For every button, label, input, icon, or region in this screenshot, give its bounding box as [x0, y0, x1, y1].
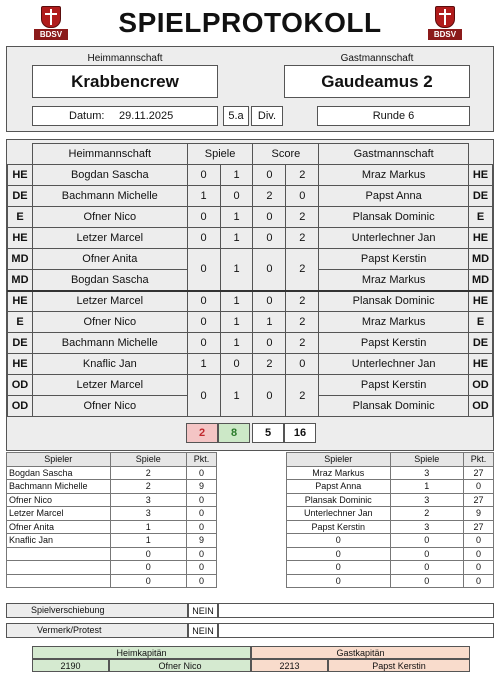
- score-home: 2: [253, 354, 286, 375]
- score-away: 2: [286, 165, 319, 186]
- stats-player: 0: [287, 547, 391, 561]
- stats-player: Knaflic Jan: [7, 534, 111, 548]
- away-captain-label: Gastkapitän: [251, 646, 470, 659]
- home-stats-games-header: Spiele: [110, 453, 187, 467]
- home-player: Bogdan Sascha: [32, 270, 187, 291]
- stats-games: 0: [110, 547, 187, 561]
- games-home: 0: [187, 291, 220, 312]
- match-type-home: HE: [8, 291, 33, 312]
- away-player: Papst Kerstin: [319, 249, 469, 270]
- matches-games-header: Spiele: [187, 144, 253, 165]
- away-captain-name: Papst Kerstin: [328, 659, 470, 672]
- stats-points: 9: [187, 480, 217, 494]
- away-team-name: Gaudeamus 2: [284, 65, 470, 98]
- total-games-home: 2: [186, 423, 218, 443]
- stats-row: [7, 574, 217, 588]
- match-type-away: HE: [468, 354, 492, 375]
- match-type-home: E: [8, 207, 33, 228]
- postponement-label: Spielverschiebung: [6, 603, 188, 618]
- date-value: 29.11.2025: [119, 110, 174, 122]
- stats-games: 3: [390, 520, 464, 534]
- away-player: Unterlechner Jan: [319, 354, 469, 375]
- matches-away-header: Gastmannschaft: [319, 144, 469, 165]
- match-type-home: MD: [8, 249, 33, 270]
- match-type-home: MD: [8, 270, 33, 291]
- stats-points: 0: [187, 466, 217, 480]
- home-player: Knaflic Jan: [32, 354, 187, 375]
- total-score-away: 16: [284, 423, 316, 443]
- away-player: Papst Anna: [319, 186, 469, 207]
- games-home: 0: [187, 333, 220, 354]
- score-home: 0: [253, 165, 286, 186]
- games-home: 0: [187, 165, 220, 186]
- score-away: 2: [286, 312, 319, 333]
- match-type-away: DE: [468, 333, 492, 354]
- away-captain-id: 2213: [251, 659, 328, 672]
- match-row: [8, 312, 493, 333]
- match-type-away: HE: [468, 291, 492, 312]
- stats-points: 0: [187, 520, 217, 534]
- stats-row: [7, 493, 217, 507]
- home-stats-table: [6, 452, 217, 588]
- match-type-away: DE: [468, 186, 492, 207]
- score-away: 2: [286, 207, 319, 228]
- stats-player: Plansak Dominic: [287, 493, 391, 507]
- away-player: Plansak Dominic: [319, 207, 469, 228]
- home-player: Letzer Marcel: [32, 291, 187, 312]
- away-player: Unterlechner Jan: [319, 228, 469, 249]
- stats-row: [7, 466, 217, 480]
- matches-score-header: Score: [253, 144, 319, 165]
- stats-games: 0: [390, 547, 464, 561]
- away-player: Plansak Dominic: [319, 291, 469, 312]
- stats-games: 3: [390, 466, 464, 480]
- away-player: Mraz Markus: [319, 270, 469, 291]
- postponement-note: [218, 603, 494, 618]
- away-stats-games-header: Spiele: [390, 453, 464, 467]
- stats-games: 0: [390, 534, 464, 548]
- stats-games: 0: [390, 574, 464, 588]
- home-captain-label: Heimkapitän: [32, 646, 251, 659]
- games-away: 0: [220, 186, 253, 207]
- stats-points: 0: [464, 547, 494, 561]
- stats-row: [287, 534, 494, 548]
- games-home: 0: [187, 375, 220, 417]
- stats-player: 0: [287, 534, 391, 548]
- away-player: Papst Kerstin: [319, 333, 469, 354]
- match-table: [7, 143, 493, 417]
- score-home: 0: [253, 207, 286, 228]
- away-stats-points-header: Pkt.: [464, 453, 494, 467]
- match-type-home: OD: [8, 375, 33, 396]
- total-score-home: 5: [252, 423, 284, 443]
- score-away: 2: [286, 228, 319, 249]
- stats-games: 0: [390, 561, 464, 575]
- stats-player: 0: [287, 561, 391, 575]
- score-away: 2: [286, 291, 319, 312]
- match-type-home: HE: [8, 354, 33, 375]
- match-type-home: DE: [8, 333, 33, 354]
- home-stats-player-header: Spieler: [7, 453, 111, 467]
- stats-games: 3: [110, 493, 187, 507]
- away-team-label: Gastmannschaft: [340, 52, 414, 64]
- stats-points: 0: [464, 534, 494, 548]
- score-away: 0: [286, 186, 319, 207]
- stats-points: 9: [464, 507, 494, 521]
- stats-player: Bogdan Sascha: [7, 466, 111, 480]
- games-away: 1: [220, 165, 253, 186]
- stats-games: 2: [110, 466, 187, 480]
- away-stats-player-header: Spieler: [287, 453, 391, 467]
- match-row: [8, 375, 493, 396]
- stats-row: [287, 574, 494, 588]
- stats-games: 3: [390, 493, 464, 507]
- match-type-away: E: [468, 312, 492, 333]
- away-player: Plansak Dominic: [319, 396, 469, 417]
- stats-player: [7, 547, 111, 561]
- stats-games: 0: [110, 561, 187, 575]
- stats-player: Papst Kerstin: [287, 520, 391, 534]
- score-home: 2: [253, 186, 286, 207]
- protest-value: NEIN: [188, 623, 218, 638]
- stats-points: 9: [187, 534, 217, 548]
- stats-player: [7, 561, 111, 575]
- stats-points: 27: [464, 466, 494, 480]
- score-home: 1: [253, 312, 286, 333]
- bdsv-logo-right: BDSV: [428, 6, 462, 40]
- protest-label: Vermerk/Protest: [6, 623, 188, 638]
- stats-games: 1: [110, 520, 187, 534]
- date-label: Datum:: [69, 110, 105, 122]
- stats-player: [7, 574, 111, 588]
- games-home: 1: [187, 186, 220, 207]
- match-type-home: HE: [8, 165, 33, 186]
- games-away: 1: [220, 228, 253, 249]
- stats-points: 27: [464, 520, 494, 534]
- stats-player: Letzer Marcel: [7, 507, 111, 521]
- home-team-name: Krabbencrew: [32, 65, 218, 98]
- stats-row: [287, 561, 494, 575]
- match-row: [8, 249, 493, 270]
- stats-row: [287, 466, 494, 480]
- stats-games: 1: [110, 534, 187, 548]
- home-team-label: Heimmannschaft: [87, 52, 163, 64]
- games-away: 1: [220, 312, 253, 333]
- match-type-home: OD: [8, 396, 33, 417]
- away-player: Mraz Markus: [319, 165, 469, 186]
- score-away: 2: [286, 249, 319, 291]
- stats-row: [287, 547, 494, 561]
- home-player: Letzer Marcel: [32, 375, 187, 396]
- stats-row: [287, 507, 494, 521]
- home-player: Bachmann Michelle: [32, 186, 187, 207]
- stats-points: 0: [187, 547, 217, 561]
- match-type-away: E: [468, 207, 492, 228]
- score-home: 0: [253, 291, 286, 312]
- protest-note: [218, 623, 494, 638]
- home-player: Bachmann Michelle: [32, 333, 187, 354]
- stats-points: 0: [187, 561, 217, 575]
- total-games-away: 8: [218, 423, 250, 443]
- stats-player: Ofner Anita: [7, 520, 111, 534]
- division-value: 5.a: [223, 106, 249, 126]
- match-type-away: MD: [468, 270, 492, 291]
- score-home: 0: [253, 228, 286, 249]
- stats-row: [7, 561, 217, 575]
- home-player: Ofner Nico: [32, 396, 187, 417]
- games-home: 0: [187, 207, 220, 228]
- stats-games: 3: [110, 507, 187, 521]
- stats-row: [7, 507, 217, 521]
- stats-games: 1: [390, 480, 464, 494]
- games-away: 1: [220, 375, 253, 417]
- stats-points: 0: [464, 574, 494, 588]
- match-type-home: DE: [8, 186, 33, 207]
- stats-points: 0: [187, 493, 217, 507]
- match-row: [8, 186, 493, 207]
- games-away: 1: [220, 333, 253, 354]
- stats-row: [287, 480, 494, 494]
- score-away: 2: [286, 333, 319, 354]
- stats-row: [7, 520, 217, 534]
- games-home: 0: [187, 312, 220, 333]
- stats-games: 0: [110, 574, 187, 588]
- division-label: Div.: [251, 106, 283, 126]
- home-player: Bogdan Sascha: [32, 165, 187, 186]
- matches-home-header: Heimmannschaft: [32, 144, 187, 165]
- match-type-home: E: [8, 312, 33, 333]
- away-player: Papst Kerstin: [319, 375, 469, 396]
- bdsv-logo-left: BDSV: [34, 6, 68, 40]
- games-home: 1: [187, 354, 220, 375]
- home-captain-name: Ofner Nico: [109, 659, 251, 672]
- stats-row: [287, 520, 494, 534]
- stats-points: 0: [187, 507, 217, 521]
- home-player: Ofner Nico: [32, 312, 187, 333]
- stats-row: [7, 547, 217, 561]
- stats-points: 0: [464, 561, 494, 575]
- match-row: [8, 354, 493, 375]
- stats-points: 0: [187, 574, 217, 588]
- stats-player: 0: [287, 574, 391, 588]
- home-stats-points-header: Pkt.: [187, 453, 217, 467]
- home-player: Letzer Marcel: [32, 228, 187, 249]
- score-home: 0: [253, 333, 286, 354]
- match-type-away: HE: [468, 228, 492, 249]
- score-home: 0: [253, 375, 286, 417]
- away-player: Mraz Markus: [319, 312, 469, 333]
- match-type-home: HE: [8, 228, 33, 249]
- round-value: Runde 6: [317, 106, 470, 126]
- games-away: 0: [220, 354, 253, 375]
- score-away: 2: [286, 375, 319, 417]
- stats-points: 0: [464, 480, 494, 494]
- stats-row: [7, 534, 217, 548]
- games-away: 1: [220, 249, 253, 291]
- match-type-away: OD: [468, 396, 492, 417]
- match-type-away: MD: [468, 249, 492, 270]
- home-player: Ofner Anita: [32, 249, 187, 270]
- games-home: 0: [187, 249, 220, 291]
- match-row: [8, 333, 493, 354]
- postponement-value: NEIN: [188, 603, 218, 618]
- stats-games: 2: [110, 480, 187, 494]
- stats-player: Mraz Markus: [287, 466, 391, 480]
- home-player: Ofner Nico: [32, 207, 187, 228]
- match-row: [8, 207, 493, 228]
- match-row: [8, 228, 493, 249]
- date-field: [32, 106, 218, 126]
- page-title: SPIELPROTOKOLL: [118, 7, 382, 38]
- stats-player: Bachmann Michelle: [7, 480, 111, 494]
- games-home: 0: [187, 228, 220, 249]
- score-away: 0: [286, 354, 319, 375]
- stats-player: Papst Anna: [287, 480, 391, 494]
- score-home: 0: [253, 249, 286, 291]
- match-type-away: HE: [468, 165, 492, 186]
- match-type-away: OD: [468, 375, 492, 396]
- games-away: 1: [220, 207, 253, 228]
- stats-row: [287, 493, 494, 507]
- stats-games: 2: [390, 507, 464, 521]
- stats-player: Ofner Nico: [7, 493, 111, 507]
- away-stats-table: [286, 452, 494, 588]
- games-away: 1: [220, 291, 253, 312]
- match-row: [8, 291, 493, 312]
- stats-points: 27: [464, 493, 494, 507]
- home-captain-id: 2190: [32, 659, 109, 672]
- stats-player: Unterlechner Jan: [287, 507, 391, 521]
- match-row: [8, 165, 493, 186]
- stats-row: [7, 480, 217, 494]
